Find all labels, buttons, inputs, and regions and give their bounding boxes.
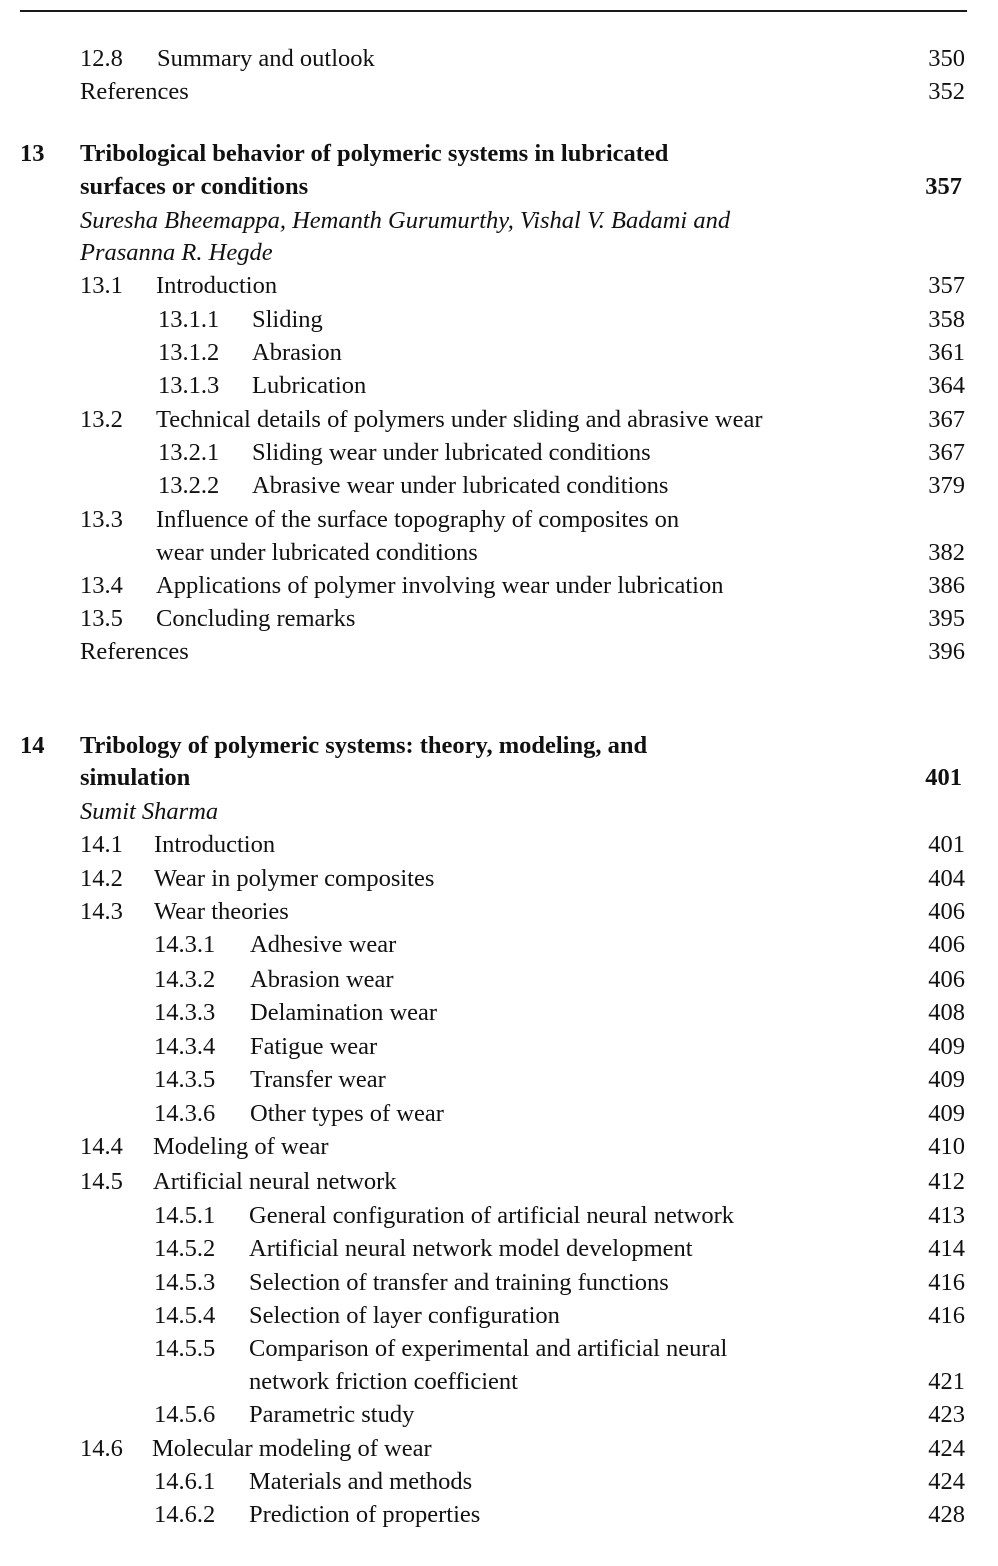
page-number: 350 [928, 45, 965, 72]
section-number: 13.4 [80, 572, 123, 599]
toc-entry [0, 930, 998, 960]
page-number: 358 [928, 306, 965, 333]
page-number: 414 [928, 1235, 965, 1262]
toc-entry [0, 77, 998, 107]
section-number: 13.1.3 [158, 372, 220, 399]
page-number: 424 [928, 1435, 965, 1462]
toc-entry [0, 864, 998, 894]
page-number: 408 [928, 999, 965, 1026]
toc-entry [0, 471, 998, 501]
page-number: 413 [928, 1202, 965, 1229]
section-title: Modeling of wear [153, 1133, 329, 1160]
toc-entry [0, 1167, 998, 1197]
section-title: Abrasion [252, 339, 342, 366]
section-title: General configuration of artificial neural network [249, 1202, 735, 1229]
toc-entry [0, 505, 998, 535]
section-title: Abrasive wear under lubricated conditions [252, 472, 669, 499]
toc-entry [0, 271, 998, 301]
section-number: 14.3 [80, 898, 123, 925]
toc-entry [0, 305, 998, 335]
section-number: 14.6.1 [154, 1468, 216, 1495]
chapter-title: simulation [80, 764, 191, 791]
chapter-authors: Suresha Bheemappa, Hemanth Gurumurthy, Vishal V. Badami and [80, 207, 731, 234]
toc-entry [0, 763, 998, 793]
section-title: Artificial neural network model development [249, 1235, 693, 1262]
page-number: 396 [928, 638, 965, 665]
section-number: 14.5.5 [154, 1335, 216, 1362]
section-number: 14.5.3 [154, 1269, 216, 1296]
chapter-title: surfaces or conditions [80, 173, 309, 200]
section-number: 13.5 [80, 605, 123, 632]
section-number: 14.5.1 [154, 1202, 216, 1229]
section-title: Summary and outlook [157, 45, 375, 72]
page-number: 357 [928, 272, 965, 299]
section-title: Adhesive wear [250, 931, 397, 958]
toc-entry [0, 1400, 998, 1430]
section-number: 14.3.3 [154, 999, 216, 1026]
page-number: 406 [928, 898, 965, 925]
section-number: 14.5.4 [154, 1302, 216, 1329]
page-number: 357 [925, 173, 962, 200]
section-title: Introduction [156, 272, 278, 299]
section-title: Wear theories [154, 898, 289, 925]
section-number: 14.3.5 [154, 1066, 216, 1093]
toc-entry [0, 897, 998, 927]
page-number: 416 [928, 1269, 965, 1296]
toc-entry [0, 998, 998, 1028]
section-title: Transfer wear [250, 1066, 386, 1093]
page-number: 428 [928, 1501, 965, 1528]
page-number: 409 [928, 1066, 965, 1093]
toc-entry [0, 1268, 998, 1298]
section-title: Wear in polymer composites [154, 865, 435, 892]
page-number: 395 [928, 605, 965, 632]
section-title: Introduction [154, 831, 276, 858]
page-number: 423 [928, 1401, 965, 1428]
section-title: Materials and methods [249, 1468, 473, 1495]
chapter-title: Tribology of polymeric systems: theory, modeling, and [80, 732, 648, 759]
section-number: 13.1.2 [158, 339, 220, 366]
page-number: 401 [928, 831, 965, 858]
section-number: 14.3.6 [154, 1100, 216, 1127]
section-title: Selection of layer configuration [249, 1302, 560, 1329]
toc-entry [0, 206, 998, 236]
section-number: 13.3 [80, 506, 123, 533]
toc-entry [0, 1201, 998, 1231]
section-title: Lubrication [252, 372, 367, 399]
section-title: Selection of transfer and training functions [249, 1269, 669, 1296]
page-number: 406 [928, 966, 965, 993]
toc-entry [0, 1367, 998, 1397]
section-number: 14.3.2 [154, 966, 216, 993]
section-number: 14.5 [80, 1168, 123, 1195]
toc-entry [0, 731, 998, 761]
toc-entry [0, 44, 998, 74]
page-number: 424 [928, 1468, 965, 1495]
section-title: Applications of polymer involving wear under lubrication [156, 572, 724, 599]
toc-entry [0, 571, 998, 601]
section-title: Sliding wear under lubricated conditions [252, 439, 651, 466]
toc-entry [0, 338, 998, 368]
section-number: 13.2 [80, 406, 123, 433]
toc-entry [0, 172, 998, 202]
toc-entry [0, 965, 998, 995]
toc-entry [0, 604, 998, 634]
section-title: Technical details of polymers under sliding and abrasive wear [156, 406, 763, 433]
toc-entry [0, 1132, 998, 1162]
page-number: 367 [928, 439, 965, 466]
toc-entry [0, 1467, 998, 1497]
toc-entry [0, 1099, 998, 1129]
page-number: 416 [928, 1302, 965, 1329]
page-number: 421 [928, 1368, 965, 1395]
toc-entry [0, 637, 998, 667]
toc-entry [0, 1065, 998, 1095]
toc-entry [0, 1434, 998, 1464]
section-title: References [80, 638, 189, 665]
section-number: 14.3.1 [154, 931, 216, 958]
page-number: 382 [928, 539, 965, 566]
page-number: 367 [928, 406, 965, 433]
toc-entry [0, 371, 998, 401]
section-number: 14.1 [80, 831, 123, 858]
page-number: 412 [928, 1168, 965, 1195]
page-number: 361 [928, 339, 965, 366]
page-number: 410 [928, 1133, 965, 1160]
toc-entry [0, 1234, 998, 1264]
chapter-authors: Sumit Sharma [80, 798, 219, 825]
section-number: 14.5.6 [154, 1401, 216, 1428]
page-number: 409 [928, 1033, 965, 1060]
section-number: 14.3.4 [154, 1033, 216, 1060]
page-number: 409 [928, 1100, 965, 1127]
toc-entry [0, 238, 998, 268]
toc-entry [0, 1500, 998, 1530]
section-number: 13.1.1 [158, 306, 220, 333]
section-number: 13.2.2 [158, 472, 220, 499]
page-number: 386 [928, 572, 965, 599]
section-title: Delamination wear [250, 999, 438, 1026]
section-title: Other types of wear [250, 1100, 444, 1127]
page-number: 364 [928, 372, 965, 399]
section-title: Parametric study [249, 1401, 415, 1428]
section-number: 14.6 [80, 1435, 123, 1462]
page-number: 404 [928, 865, 965, 892]
section-title: Comparison of experimental and artificial neural [249, 1335, 728, 1362]
section-number: 14.5.2 [154, 1235, 216, 1262]
section-title: Artificial neural network [153, 1168, 397, 1195]
page-number: 352 [928, 78, 965, 105]
section-number: 13.2.1 [158, 439, 220, 466]
chapter-title: Tribological behavior of polymeric systems in lubricated [80, 140, 669, 167]
section-number: 14.4 [80, 1133, 123, 1160]
toc-entry [0, 405, 998, 435]
toc-entry [0, 830, 998, 860]
section-title: Influence of the surface topography of composites on [156, 506, 680, 533]
section-title: Fatigue wear [250, 1033, 378, 1060]
section-title: Molecular modeling of wear [152, 1435, 432, 1462]
page-number: 406 [928, 931, 965, 958]
toc-entry [0, 797, 998, 827]
section-title: network friction coefficient [249, 1368, 518, 1395]
toc-entry [0, 438, 998, 468]
page-number: 401 [925, 764, 962, 791]
toc-entry [0, 538, 998, 568]
chapter-number: 13 [20, 140, 45, 167]
top-rule [20, 10, 967, 12]
toc-entry [0, 1301, 998, 1331]
section-number: 14.2 [80, 865, 123, 892]
section-title: Abrasion wear [250, 966, 394, 993]
section-number: 12.8 [80, 45, 123, 72]
section-number: 13.1 [80, 272, 123, 299]
section-title: wear under lubricated conditions [156, 539, 478, 566]
section-title: References [80, 78, 189, 105]
chapter-number: 14 [20, 732, 45, 759]
page-number: 379 [928, 472, 965, 499]
toc-entry [0, 139, 998, 169]
toc-entry [0, 1032, 998, 1062]
section-title: Sliding [252, 306, 323, 333]
chapter-authors: Prasanna R. Hegde [80, 239, 273, 266]
toc-entry [0, 1334, 998, 1364]
section-title: Prediction of properties [249, 1501, 481, 1528]
section-number: 14.6.2 [154, 1501, 216, 1528]
section-title: Concluding remarks [156, 605, 356, 632]
